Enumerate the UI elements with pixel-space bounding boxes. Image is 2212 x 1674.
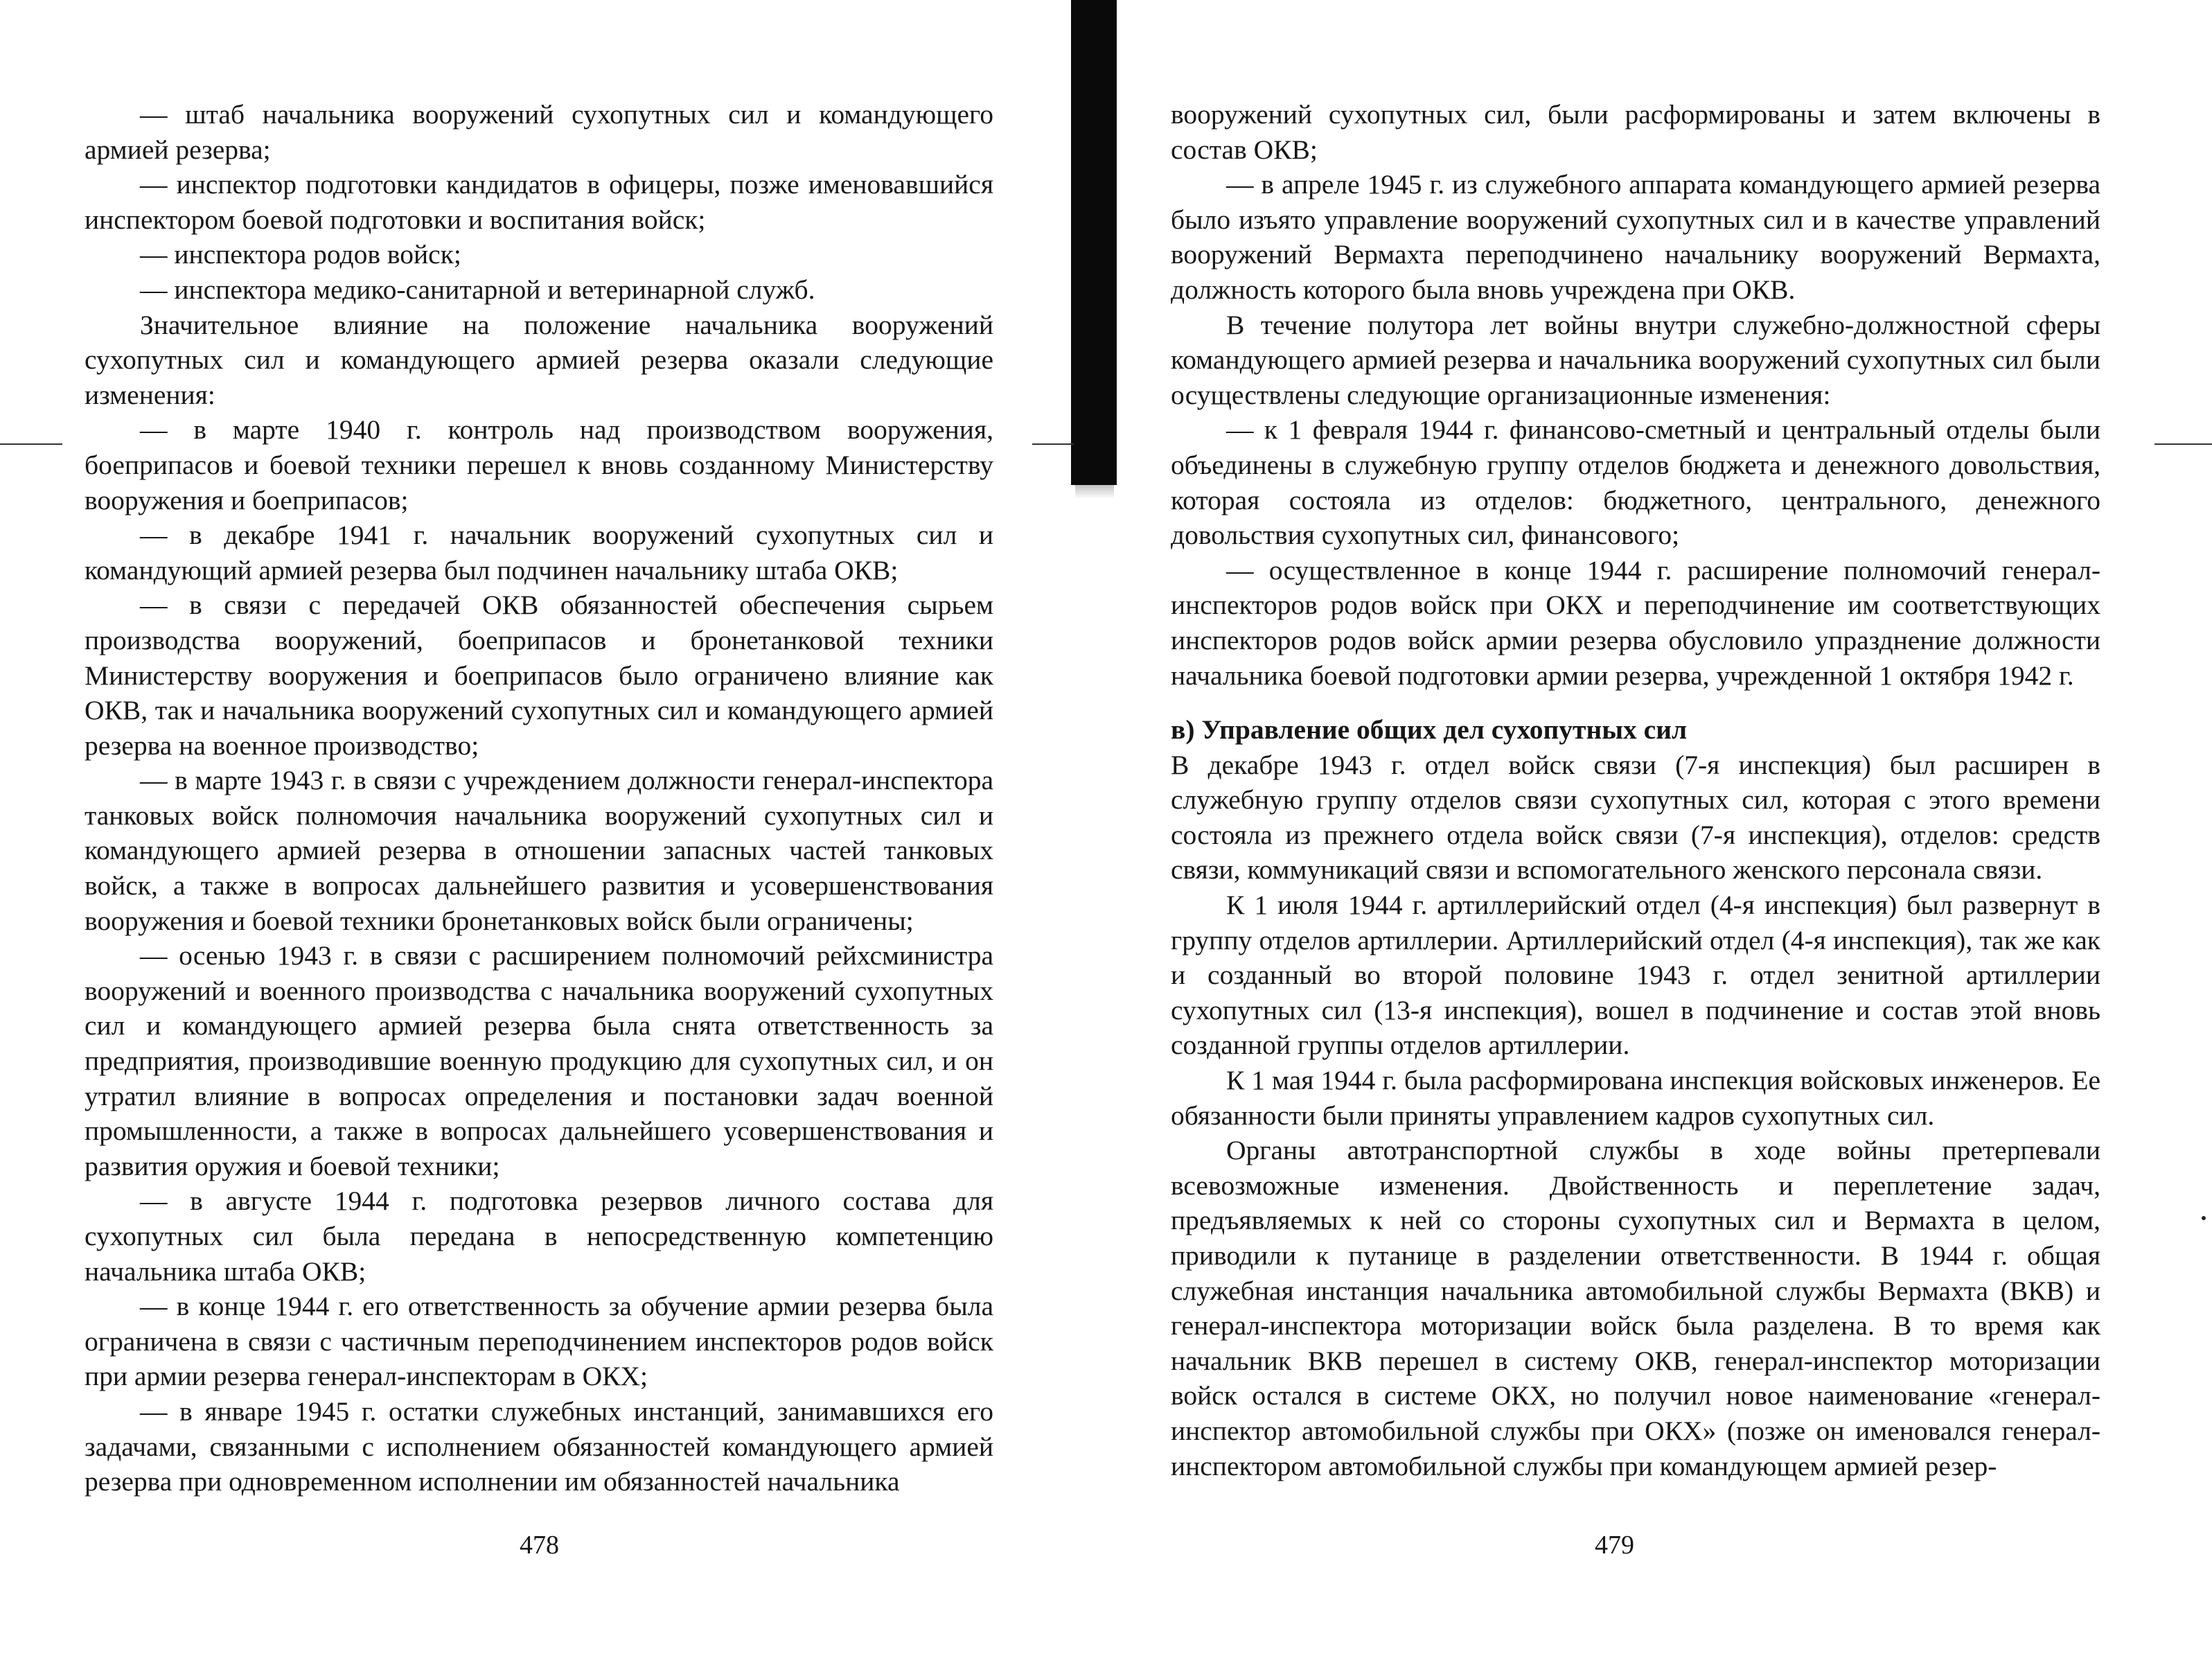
paragraph: — в августе 1944 г. подготовка резервов личного состава для сухопутных сил была передана в непосредственную компетенцию начальника штаба ОКВ; xyxy=(85,1186,993,1287)
crop-mark xyxy=(0,443,62,445)
paragraph: — штаб начальника вооружений сухопутных сил и командующего армией резерва; xyxy=(85,99,993,165)
paragraph: — в конце 1944 г. его ответственность за обучение армии резерва была ограничена в связи с частичным переподчинением инспекторов родов войск при армии резерва генерал-инспекторам в ОКХ; xyxy=(85,1291,993,1392)
page-number: 479 xyxy=(1595,1531,1634,1560)
left-page xyxy=(0,0,1067,1674)
section-heading: в) Управление общих дел сухопутных сил xyxy=(1171,714,1688,746)
left-text-column xyxy=(85,97,993,1499)
paragraph: — в апреле 1945 г. из служебного аппарата командующего армией резерва было изъято управление вооружений сухопутных сил и в качестве управлений вооружений Вермахта переподчинено начальнику вооружений Вермахта, должность которого была вновь учреждена при ОКВ. xyxy=(1171,169,2100,305)
paragraph: В течение полутора лет войны внутри служебно-должностной сферы командующего армией резерва и начальника вооружений сухопутных сил были осуществлены следующие организационные изменения: xyxy=(1171,309,2100,410)
paragraph: — в декабре 1941 г. начальник вооружений сухопутных сил и командующий армией резерва был подчинен начальнику штаба ОКВ; xyxy=(85,520,993,585)
paragraph: Органы автотранспортной службы в ходе войны претерпевали всевозможные изменения. Двойственность и переплетение задач, предъявляемых к ней со стороны сухопутных сил и Вермахта в целом, приводили к путанице в разделении ответственности. В 1944 г. общая служебная инстанция начальника автомобильной службы Вермахта (ВКВ) и генерал-инспектора моторизации войск была разделена. В то время как начальник ВКВ перешел в систему ОКВ, генерал-инспектор моторизации войск остался в системе ОКХ, но получил новое наименование «генерал-инспектор автомобильной службы при ОКХ» (позже он именовался генерал-инспектором автомобильной службы при командующем армией резер- xyxy=(1171,1135,2100,1481)
paragraph: вооружений сухопутных сил, были расформированы и затем включены в состав ОКВ; xyxy=(1171,99,2100,165)
paragraph: — в марте 1940 г. контроль над производством вооружения, боеприпасов и боевой техники перешел к вновь созданному Министерству вооружения и боеприпасов; xyxy=(85,414,993,516)
crop-mark xyxy=(1032,443,1074,445)
paragraph: — в январе 1945 г. остатки служебных инстанций, занимавшихся его задачами, связанными с исполнением обязанностей командующего армией резерва при одновременном исполнении им обязанностей начальника xyxy=(85,1395,993,1497)
paragraph: — осенью 1943 г. в связи с расширением полномочий рейхсминистра вооружений и военного производства с начальника вооружений сухопутных сил и командующего армией резерва была снята ответственность за предприятия, производившие военную продукцию для сухопутных сил, и он утратил влияние в вопросах определения и постановки задач военной промышленности, а также в вопросах дальнейшего усовершенствования и развития оружия и боевой техники; xyxy=(85,940,993,1181)
paragraph: Значительное влияние на положение начальника вооружений сухопутных сил и командующего армией резерва оказали следующие изменения: xyxy=(85,309,993,410)
paragraph: — к 1 февраля 1944 г. финансово-сметный и центральный отделы были объединены в служебную группу отделов бюджета и денежного довольствия, которая состояла из отделов: бюджетного, центрального, денежного довольствия сухопутных сил, финансового; xyxy=(1171,414,2100,551)
paragraph: К 1 мая 1944 г. была расформирована инспекция войсковых инженеров. Ее обязанности были приняты управлением кадров сухопутных сил. xyxy=(1171,1065,2100,1131)
book-spine-fade xyxy=(1075,443,1114,499)
right-page xyxy=(1129,0,2212,1674)
paragraph: — в связи с передачей ОКВ обязанностей обеспечения сырьем производства вооружений, боеприпасов и бронетанковой техники Министерству вооружения и боеприпасов было ограничено влияние как ОКВ, так и начальника вооружений сухопутных сил и командующего армией резерва на военное производство; xyxy=(85,590,993,761)
paragraph: В декабре 1943 г. отдел войск связи (7-я инспекция) был расширен в служебную группу отделов связи сухопутных сил, которая с этого времени состояла из прежнего отдела войск связи (7-я инспекция), отделов: средств связи, коммуникаций связи и вспомогательного женского персонала связи. xyxy=(1171,749,2100,886)
paragraph: — осуществленное в конце 1944 г. расширение полномочий генерал-инспекторов родов войск при ОКХ и переподчинение им соответствующих инспекторов родов войск армии резерва обусловило упразднение должности начальника боевой подготовки армии резерва, учрежденной 1 октября 1942 г. xyxy=(1171,554,2100,691)
paragraph: — в марте 1943 г. в связи с учреждением должности генерал-инспектора танковых войск полномочия начальника вооружений сухопутных сил и командующего армией резерва в отношении запасных частей танковых войск, а также в вопросах дальнейшего развития и усовершенствования вооружения и боевой техники бронетанковых войск были ограничены; xyxy=(85,765,993,936)
right-text-column xyxy=(1171,97,2100,1483)
paragraph: К 1 июля 1944 г. артиллерийский отдел (4-я инспекция) был развернут в группу отделов артиллерии. Артиллерийский отдел (4-я инспекция), так же как и созданный во второй половине 1943 г. отдел зенитной артиллерии сухопутных сил (13-я инспекция), вошел в подчинение и состав этой вновь созданной группы отделов артиллерии. xyxy=(1171,890,2100,1061)
paragraph: — инспектор подготовки кандидатов в офицеры, позже именовавшийся инспектором боевой подготовки и воспитания войск; xyxy=(85,169,993,235)
paragraph: — инспектора медико-санитарной и ветеринарной служб. xyxy=(140,274,815,305)
page-number: 478 xyxy=(520,1531,559,1560)
paragraph: — инспектора родов войск; xyxy=(140,239,461,270)
book-spine-shadow xyxy=(1071,0,1117,485)
